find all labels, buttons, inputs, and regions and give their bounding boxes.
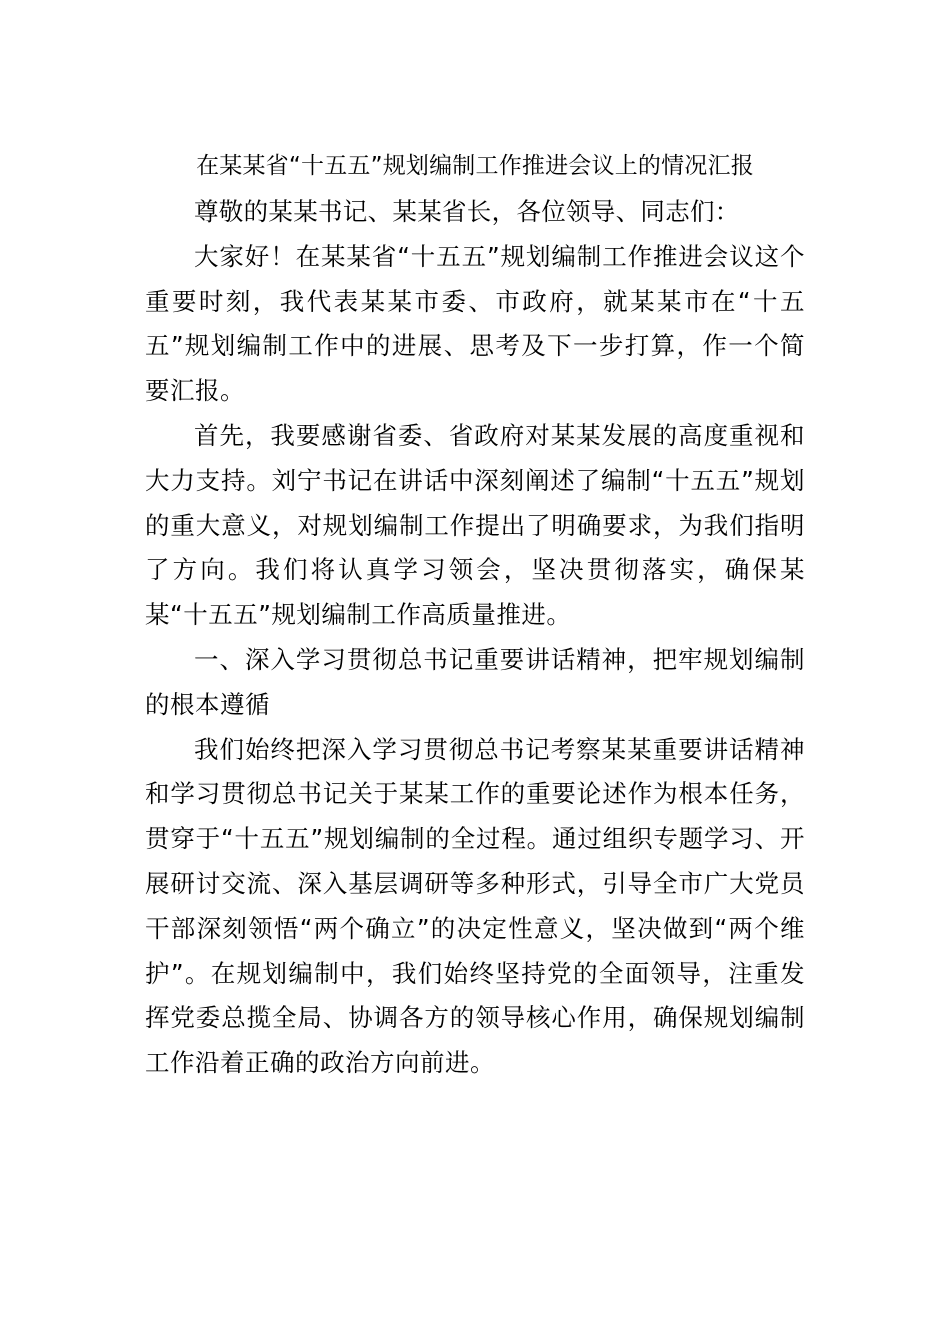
section-heading-one: 一、深入学习贯彻总书记重要讲话精神，把牢规划编制的根本遵循 xyxy=(145,644,805,719)
document-body xyxy=(145,190,805,1086)
paragraph-greeting: 大家好！在某某省“十五五”规划编制工作推进会议这个重要时刻，我代表某某市委、市政府，就某某市在“十五五”规划编制工作中的进展、思考及下一步打算，作一个简要汇报。 xyxy=(145,241,805,406)
document-title: 在某某省“十五五”规划编制工作推进会议上的情况汇报 xyxy=(196,153,754,179)
paragraph-thanks: 首先，我要感谢省委、省政府对某某发展的高度重视和大力支持。刘宁书记在讲话中深刻阐述了编制“十五五”规划的重大意义，对规划编制工作提出了明确要求，为我们指明了方向。我们将认真学习领会，坚决贯彻落实，确保某某“十五五”规划编制工作高质量推进。 xyxy=(145,420,805,630)
paragraph-section-one-body: 我们始终把深入学习贯彻总书记考察某某重要讲话精神和学习贯彻总书记关于某某工作的重要论述作为根本任务，贯穿于“十五五”规划编制的全过程。通过组织专题学习、开展研讨交流、深入基层调研等多种形式，引导全市广大党员干部深刻领悟“两个确立”的决定性意义，坚决做到“两个维护”。在规划编制中，我们始终坚持党的全面领导，注重发挥党委总揽全局、协调各方的领导核心作用，确保规划编制工作沿着正确的政治方向前进。 xyxy=(145,734,805,1078)
salutation: 尊敬的某某书记、某某省长，各位领导、同志们： xyxy=(194,197,740,226)
